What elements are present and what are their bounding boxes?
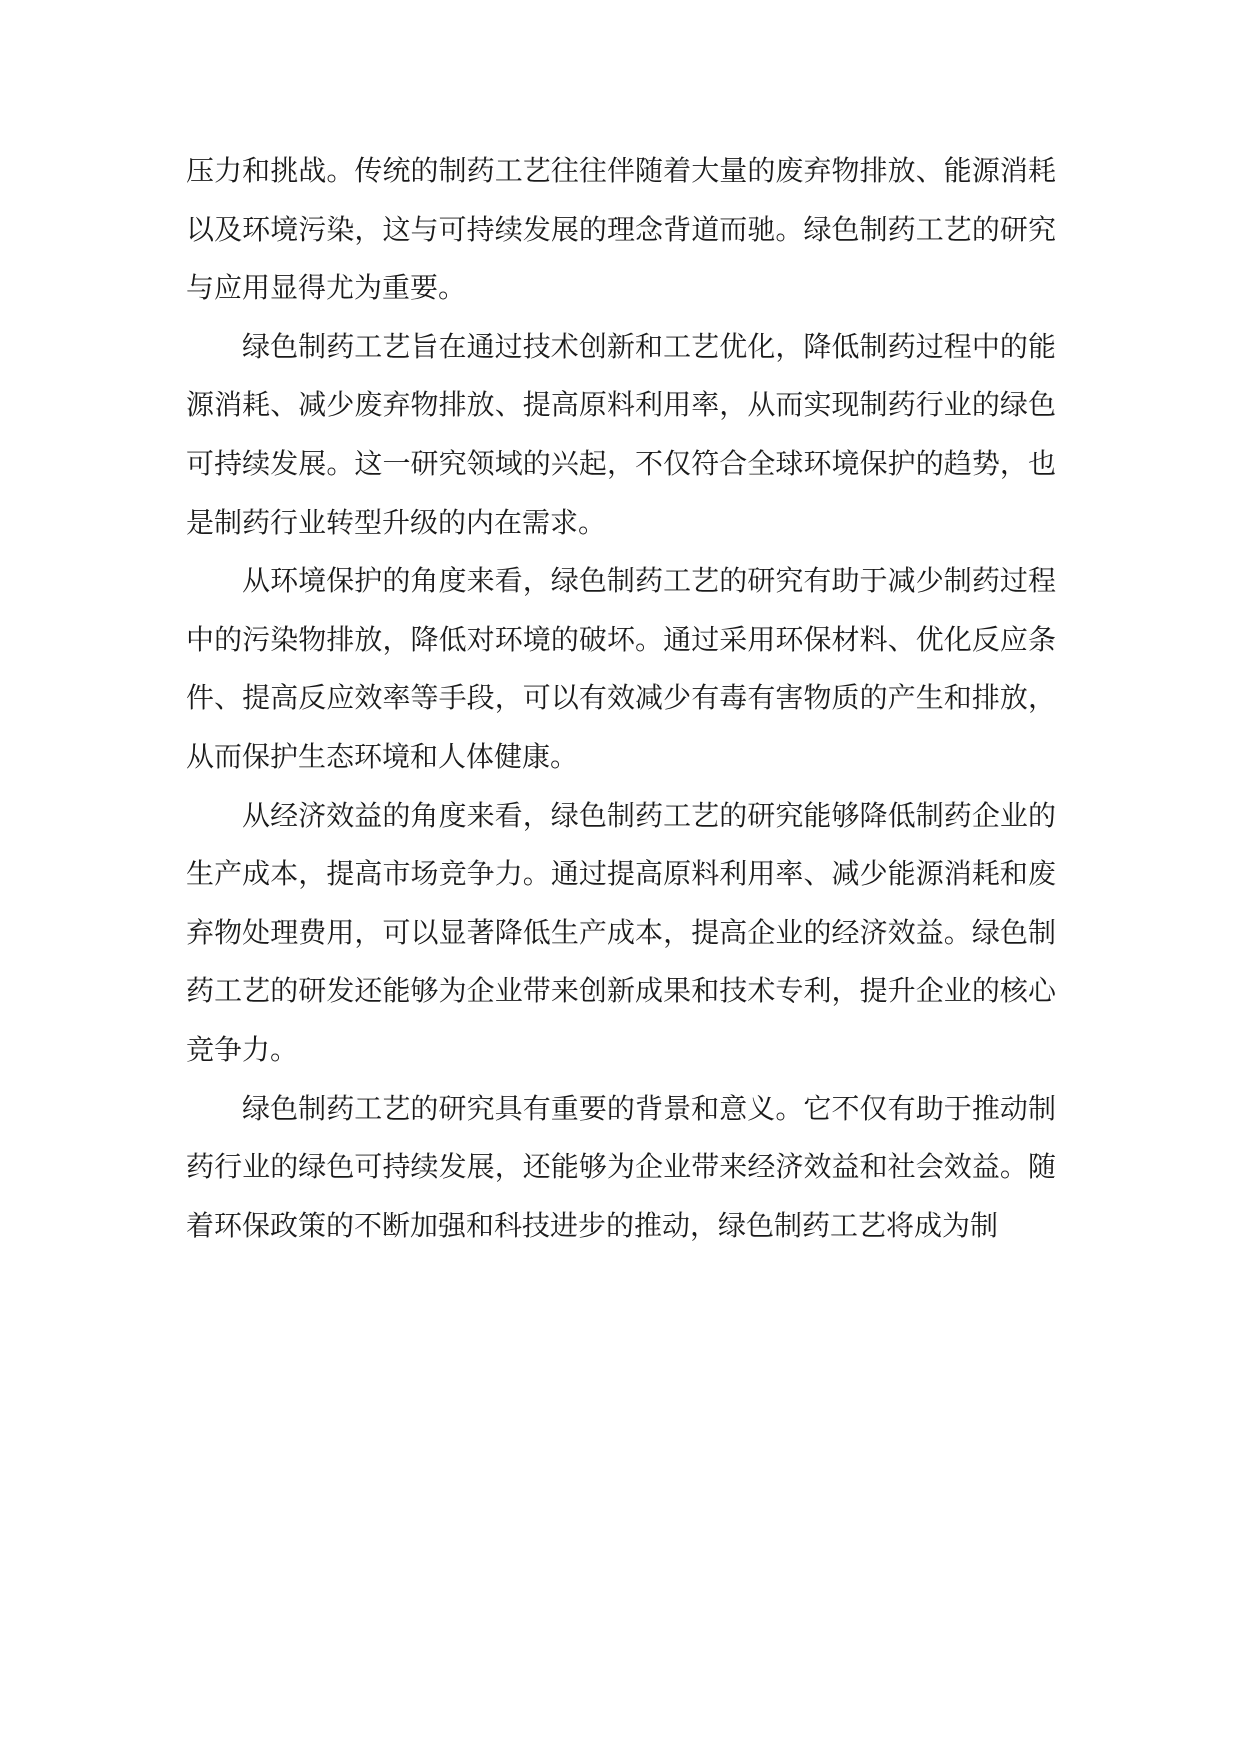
document-body bbox=[186, 142, 1056, 1255]
paragraph-continued: 压力和挑战。传统的制药工艺往往伴随着大量的废弃物排放、能源消耗以及环境污染，这与可持续发展的理念背道而驰。绿色制药工艺的研究与应用显得尤为重要。 bbox=[186, 154, 1056, 305]
paragraph: 从环境保护的角度来看，绿色制药工艺的研究有助于减少制药过程中的污染物排放，降低对环境的破坏。通过采用环保材料、优化反应条件、提高反应效率等手段，可以有效减少有毒有害物质的产生和排放，从而保护生态环境和人体健康。 bbox=[186, 564, 1056, 773]
paragraph: 从经济效益的角度来看，绿色制药工艺的研究能够降低制药企业的生产成本，提高市场竞争力。通过提高原料利用率、减少能源消耗和废弃物处理费用，可以显著降低生产成本，提高企业的经济效益。绿色制药工艺的研发还能够为企业带来创新成果和技术专利，提升企业的核心竞争力。 bbox=[186, 798, 1056, 1066]
paragraph: 绿色制药工艺旨在通过技术创新和工艺优化，降低制药过程中的能源消耗、减少废弃物排放、提高原料利用率，从而实现制药行业的绿色可持续发展。这一研究领域的兴起，不仅符合全球环境保护的趋势，也是制药行业转型升级的内在需求。 bbox=[186, 329, 1056, 539]
paragraph: 绿色制药工艺的研究具有重要的背景和意义。它不仅有助于推动制药行业的绿色可持续发展，还能够为企业带来经济效益和社会效益。随着环保政策的不断加强和科技进步的推动，绿色制药工艺将成为制 bbox=[186, 1091, 1056, 1242]
